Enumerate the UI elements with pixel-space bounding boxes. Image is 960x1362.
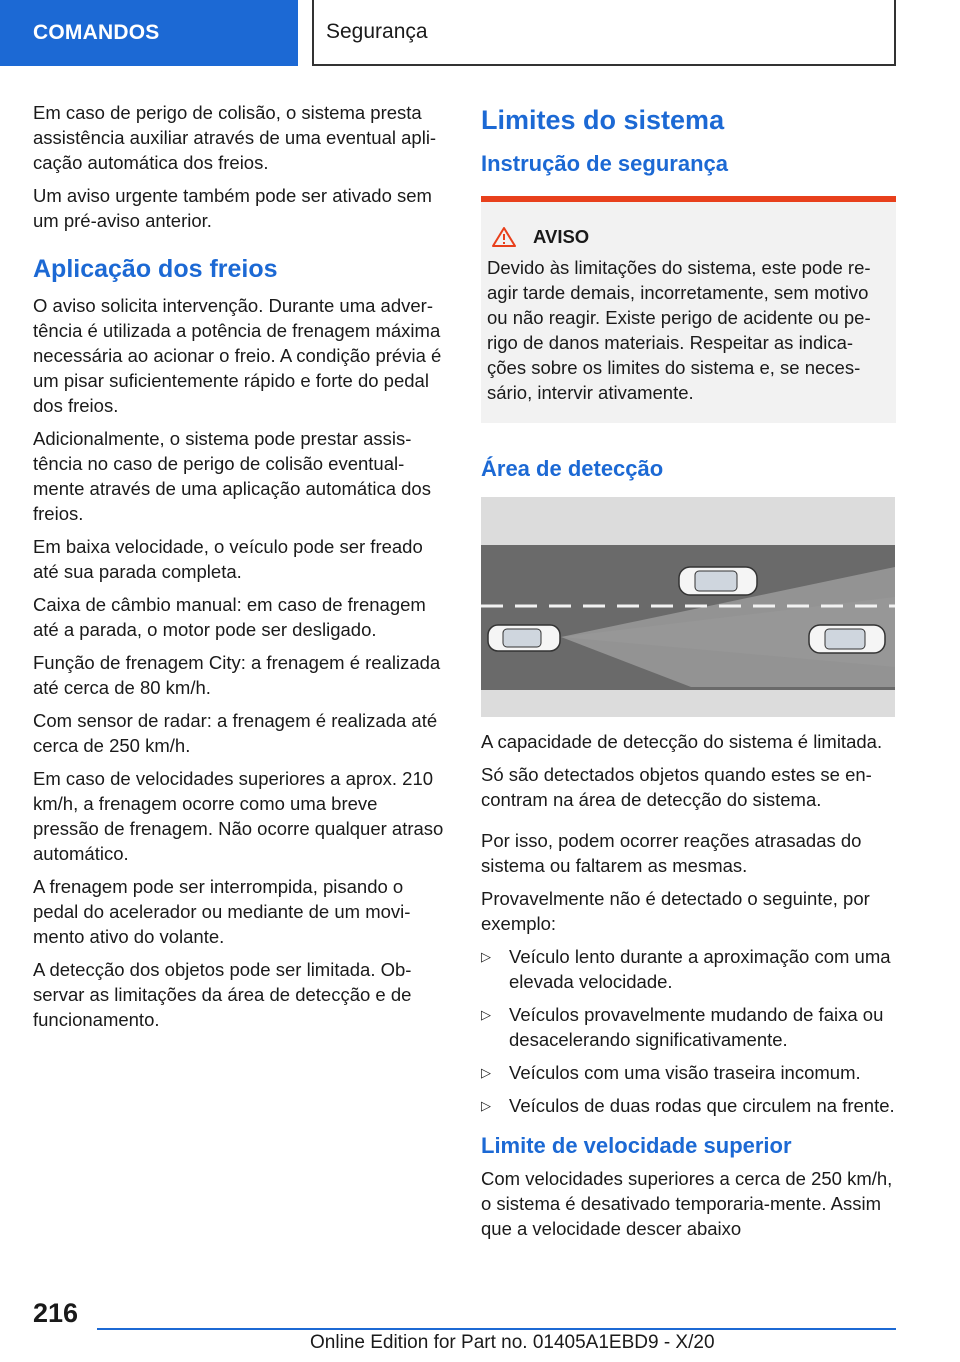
list-item — [481, 1093, 896, 1118]
list-item — [481, 944, 896, 994]
list-item-text: Veículo lento durante a aproximação com uma elevada velocidade. — [509, 946, 891, 992]
warning-title: AVISO — [533, 226, 590, 247]
undetected-list — [481, 944, 896, 1118]
warning-triangle-icon — [491, 226, 517, 248]
paragraph: Com velocidades superiores a cerca de 250 km/h, o sistema é desativado temporaria‐mente. Assim que a velocidade descer abaixo — [481, 1168, 893, 1239]
detection-area-illustration — [481, 497, 895, 717]
heading-braking: Aplicação dos freios — [33, 255, 278, 283]
paragraph: Só são detectados objetos quando estes se en‐contram na área de detecção do sistema. — [481, 764, 872, 810]
list-item — [481, 1060, 896, 1085]
car-adjacent-lane — [679, 567, 757, 595]
left-column — [33, 100, 448, 1040]
list-item — [481, 1002, 896, 1052]
car-ego — [488, 625, 560, 651]
page-number: 216 — [33, 1298, 79, 1328]
heading-upper-speed-limit: Limite de velocidade superior — [481, 1133, 792, 1158]
triangle-right-icon: ▷ — [481, 1065, 491, 1080]
paragraph: Em caso de perigo de colisão, o sistema presta assistência auxiliar através de uma eventual apli‐cação automática dos freios. — [33, 102, 437, 173]
paragraph: Em baixa velocidade, o veículo pode ser freado até sua parada completa. — [33, 536, 423, 582]
paragraph: A capacidade de detecção do sistema é limitada. — [481, 731, 883, 752]
paragraph: Provavelmente não é detectado o seguinte, por exemplo: — [481, 888, 870, 934]
paragraph: A frenagem pode ser interrompida, pisando o pedal do acelerador ou mediante de um movi‐mento ativo do volante. — [33, 876, 411, 947]
heading-detection-area: Área de detecção — [481, 456, 664, 481]
heading-safety-instruction: Instrução de segurança — [481, 151, 728, 176]
section-tab: COMANDOS — [0, 0, 298, 66]
footer-edition: Online Edition for Part no. 01405A1EBD9 - X/20 — [310, 1332, 715, 1353]
triangle-right-icon: ▷ — [481, 1007, 491, 1022]
paragraph: Caixa de câmbio manual: em caso de frenagem até a parada, o motor pode ser desligado. — [33, 594, 426, 640]
list-item-text: Veículos com uma visão traseira incomum. — [509, 1062, 861, 1083]
warning-box — [481, 196, 896, 423]
paragraph: Um aviso urgente também pode ser ativado sem um pré-aviso anterior. — [33, 185, 432, 231]
warning-header — [487, 224, 890, 249]
list-item-text: Veículos de duas rodas que circulem na frente. — [509, 1095, 895, 1116]
paragraph: Em caso de velocidades superiores a aprox. 210 km/h, a frenagem ocorre como uma breve pressão de frenagem. Não ocorre qualquer atraso automático. — [33, 768, 444, 864]
paragraph: Adicionalmente, o sistema pode prestar assis‐tência no caso de perigo de colisão eventual‐mente através de uma aplicação automática dos freios. — [33, 428, 431, 524]
footer-divider — [97, 1328, 896, 1330]
triangle-right-icon: ▷ — [481, 1098, 491, 1113]
heading-system-limits: Limites do sistema — [481, 105, 725, 135]
paragraph: Por isso, podem ocorrer reações atrasadas do sistema ou faltarem as mesmas. — [481, 830, 862, 876]
triangle-right-icon: ▷ — [481, 949, 491, 964]
car-ahead — [809, 625, 885, 653]
paragraph: Função de frenagem City: a frenagem é realizada até cerca de 80 km/h. — [33, 652, 441, 698]
page-section-title: Segurança — [312, 0, 896, 66]
list-item-text: Veículos provavelmente mudando de faixa ou desacelerando significativamente. — [509, 1004, 884, 1050]
right-column — [481, 100, 896, 1249]
paragraph: Com sensor de radar: a frenagem é realizada até cerca de 250 km/h. — [33, 710, 438, 756]
paragraph: O aviso solicita intervenção. Durante uma adver‐tência é utilizada a potência de frenagem máxima necessária ao acionar o freio. A condição prévia é um pisar suficientemente rápido e forte do pedal dos freios. — [33, 295, 442, 416]
warning-text: Devido às limitações do sistema, este pode re‐agir tarde demais, incorretamente, sem motivo ou não reagir. Existe perigo de acidente ou pe‐rigo de danos materiais. Respeitar as indica‐ções sobre os limites do sistema e, se neces‐sário, intervir ativamente. — [487, 257, 871, 403]
paragraph: A detecção dos objetos pode ser limitada. Ob‐servar as limitações da área de detecção e de funcionamento. — [33, 959, 412, 1030]
